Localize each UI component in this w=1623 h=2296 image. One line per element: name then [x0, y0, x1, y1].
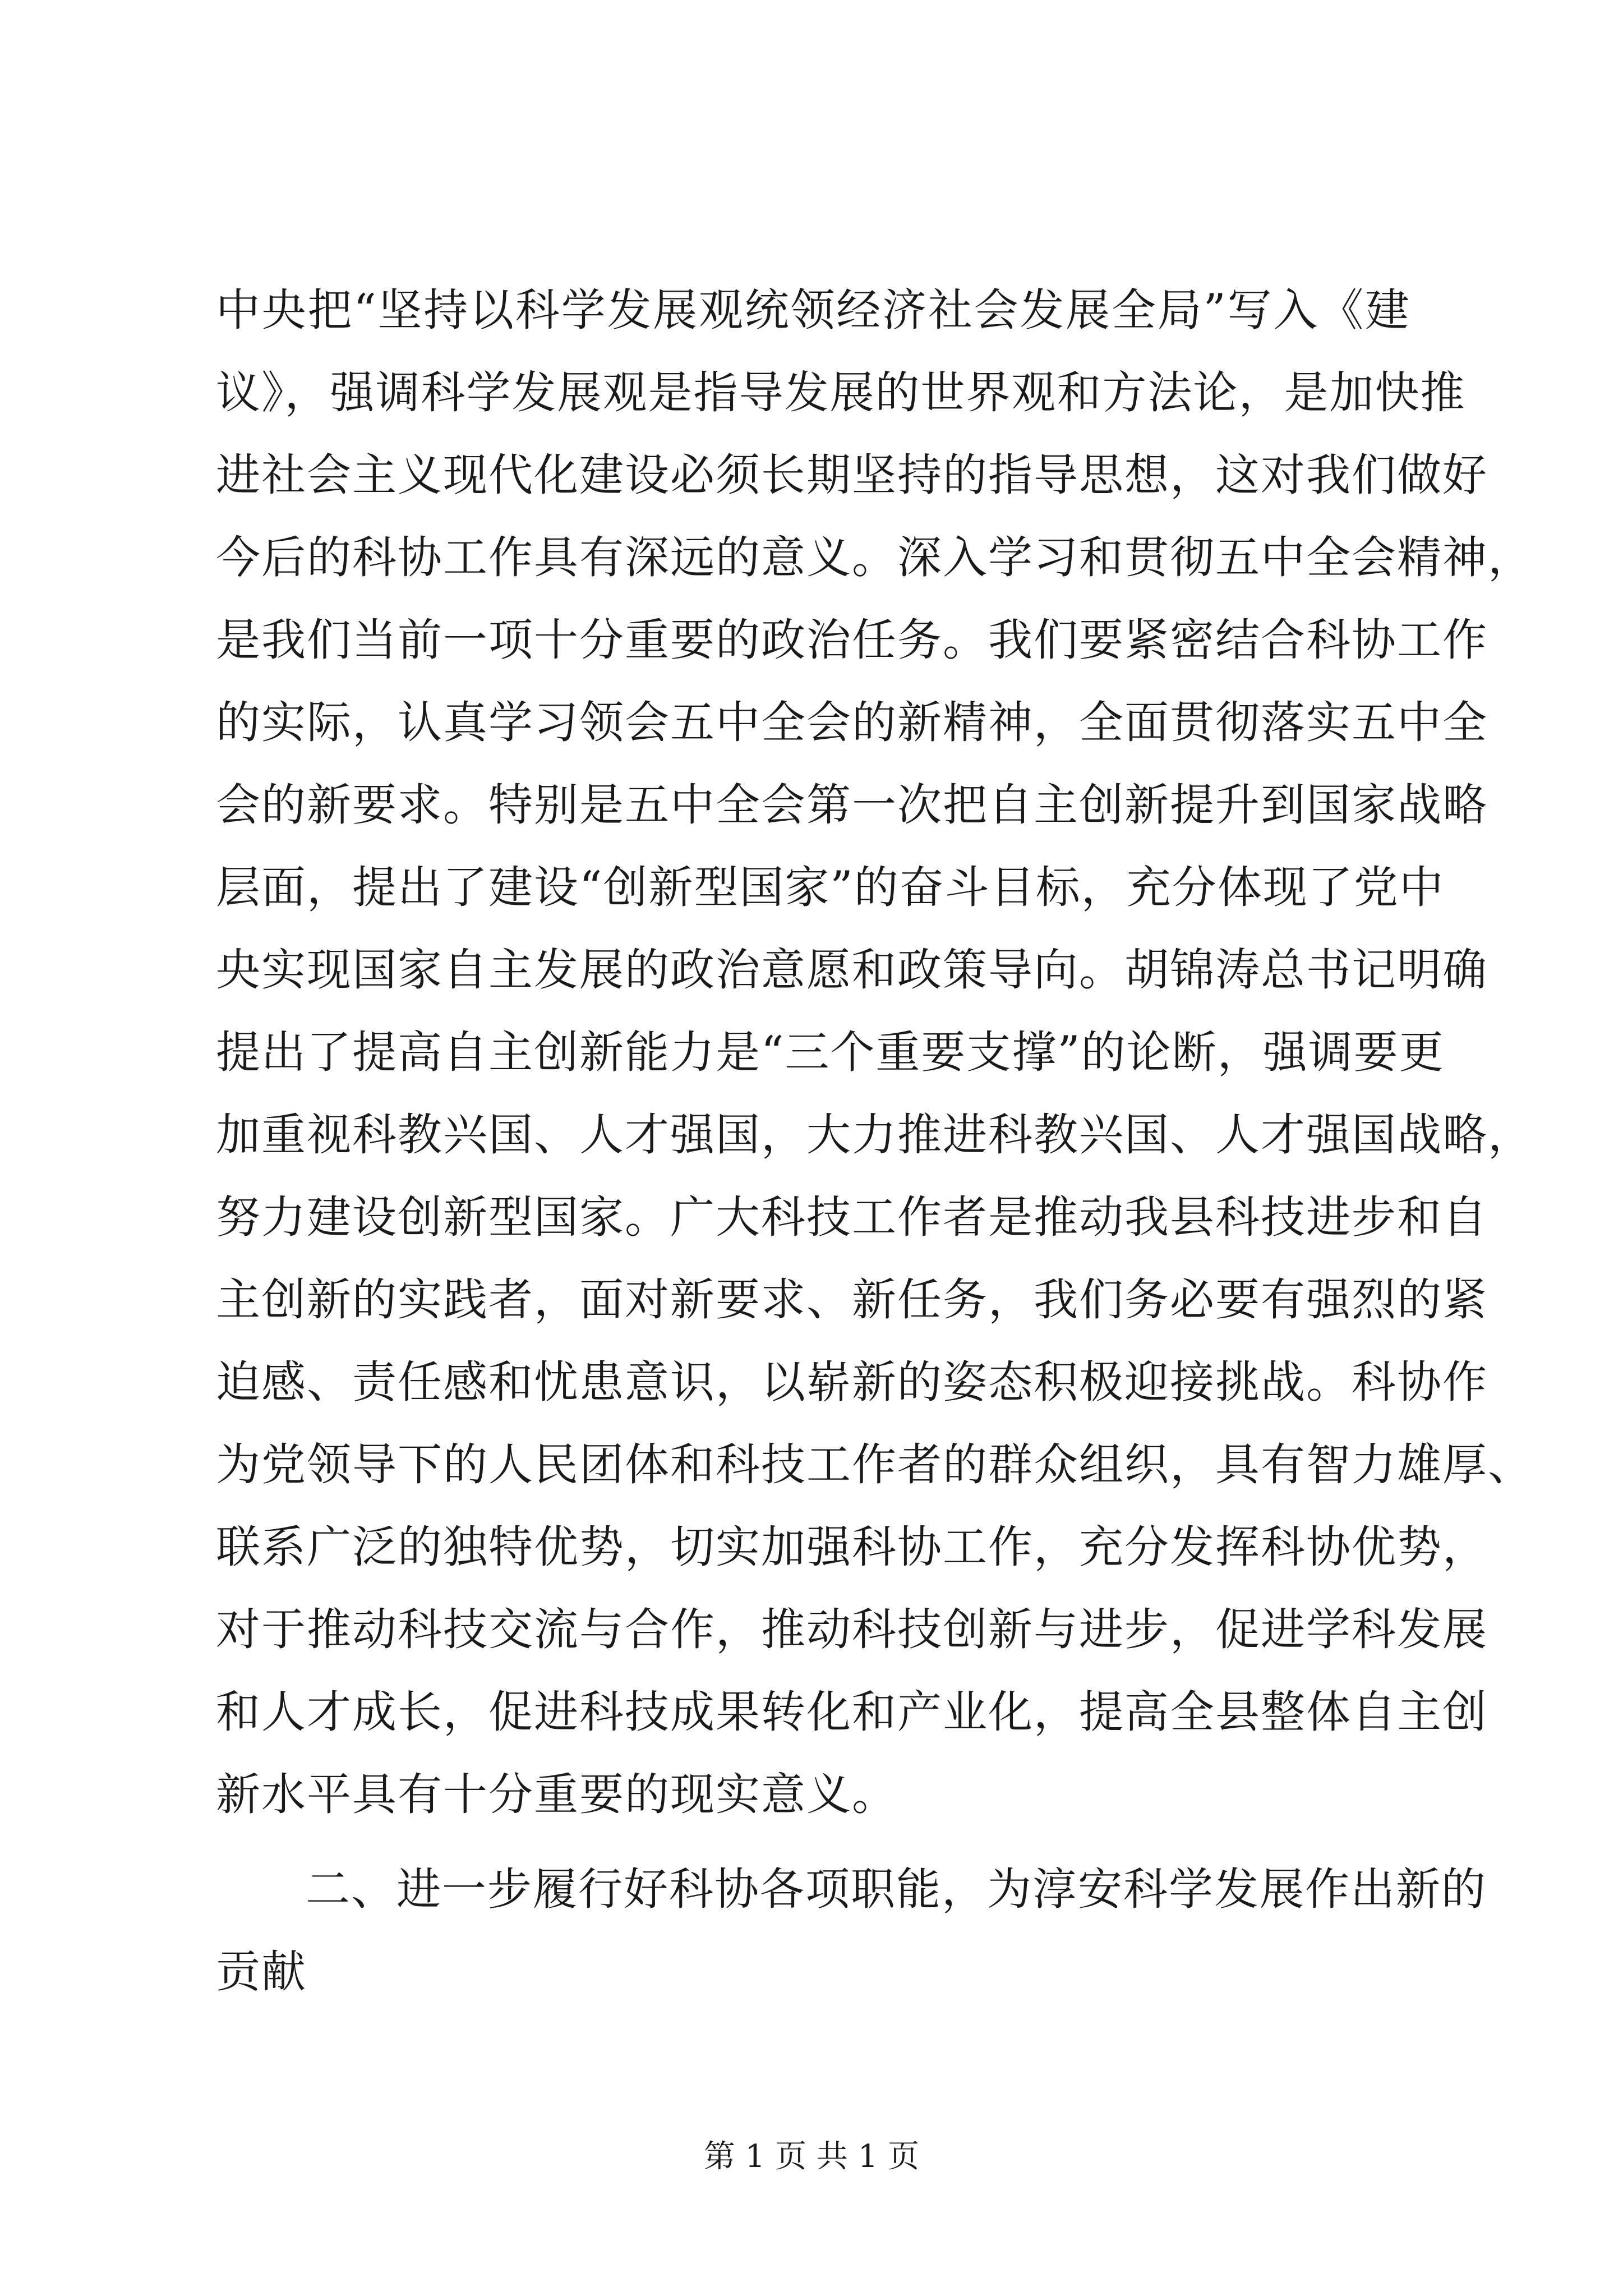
paragraph-line: 提出了提高自主创新能力是“三个重要支撑”的论断，强调要更	[216, 1027, 1445, 1078]
paragraph-line: 今后的科协工作具有深远的意义。深入学习和贯彻五中全会精神，	[216, 532, 1533, 583]
document-body	[216, 269, 1533, 2013]
paragraph-line: 层面，提出了建设“创新型国家”的奋斗目标，充分体现了党中	[216, 862, 1445, 913]
paragraph-line: 对于推动科技交流与合作，推动科技创新与进步，促进学科发展	[216, 1604, 1488, 1655]
paragraph-spacer	[216, 1836, 1410, 1848]
paragraph-line: 进社会主义现代化建设必须长期坚持的指导思想，这对我们做好	[216, 449, 1488, 501]
paragraph-line: 央实现国家自主发展的政治意愿和政策导向。胡锦涛总书记明确	[216, 944, 1488, 996]
section-heading-line: 二、进一步履行好科协各项职能，为淳安科学发展作出新的	[306, 1864, 1487, 1915]
paragraph-line: 的实际，认真学习领会五中全会的新精神，全面贯彻落实五中全	[216, 697, 1488, 748]
paragraph-line: 是我们当前一项十分重要的政治任务。我们要紧密结合科协工作	[216, 614, 1488, 666]
section-heading-line: 贡献	[216, 1946, 307, 1998]
section-heading	[216, 1848, 1487, 2013]
paragraph-line: 会的新要求。特别是五中全会第一次把自主创新提升到国家战略	[216, 779, 1488, 831]
paragraph-line: 联系广泛的独特优势，切实加强科协工作，充分发挥科协优势，	[216, 1521, 1488, 1573]
paragraph-line: 为党领导下的人民团体和科技工作者的群众组织，具有智力雄厚、	[216, 1439, 1533, 1490]
paragraph-line: 和人才成长，促进科技成果转化和产业化，提高全县整体自主创	[216, 1686, 1488, 1738]
body-paragraph	[216, 269, 1533, 1836]
paragraph-line: 中央把“坚持以科学发展观统领经济社会发展全局”写入《建	[216, 284, 1410, 336]
paragraph-line: 新水平具有十分重要的现实意义。	[216, 1769, 897, 1820]
paragraph-line: 议》，强调科学发展观是指导发展的世界观和方法论，是加快推	[216, 367, 1466, 418]
paragraph-line: 努力建设创新型国家。广大科技工作者是推动我县科技进步和自	[216, 1191, 1488, 1243]
paragraph-line: 加重视科教兴国、人才强国，大力推进科教兴国、人才强国战略，	[216, 1109, 1533, 1161]
paragraph-line: 主创新的实践者，面对新要求、新任务，我们务必要有强烈的紧	[216, 1274, 1488, 1326]
page-footer: 第 1 页 共 1 页	[703, 2138, 920, 2175]
paragraph-line: 迫感、责任感和忧患意识，以崭新的姿态积极迎接挑战。科协作	[216, 1356, 1488, 1408]
